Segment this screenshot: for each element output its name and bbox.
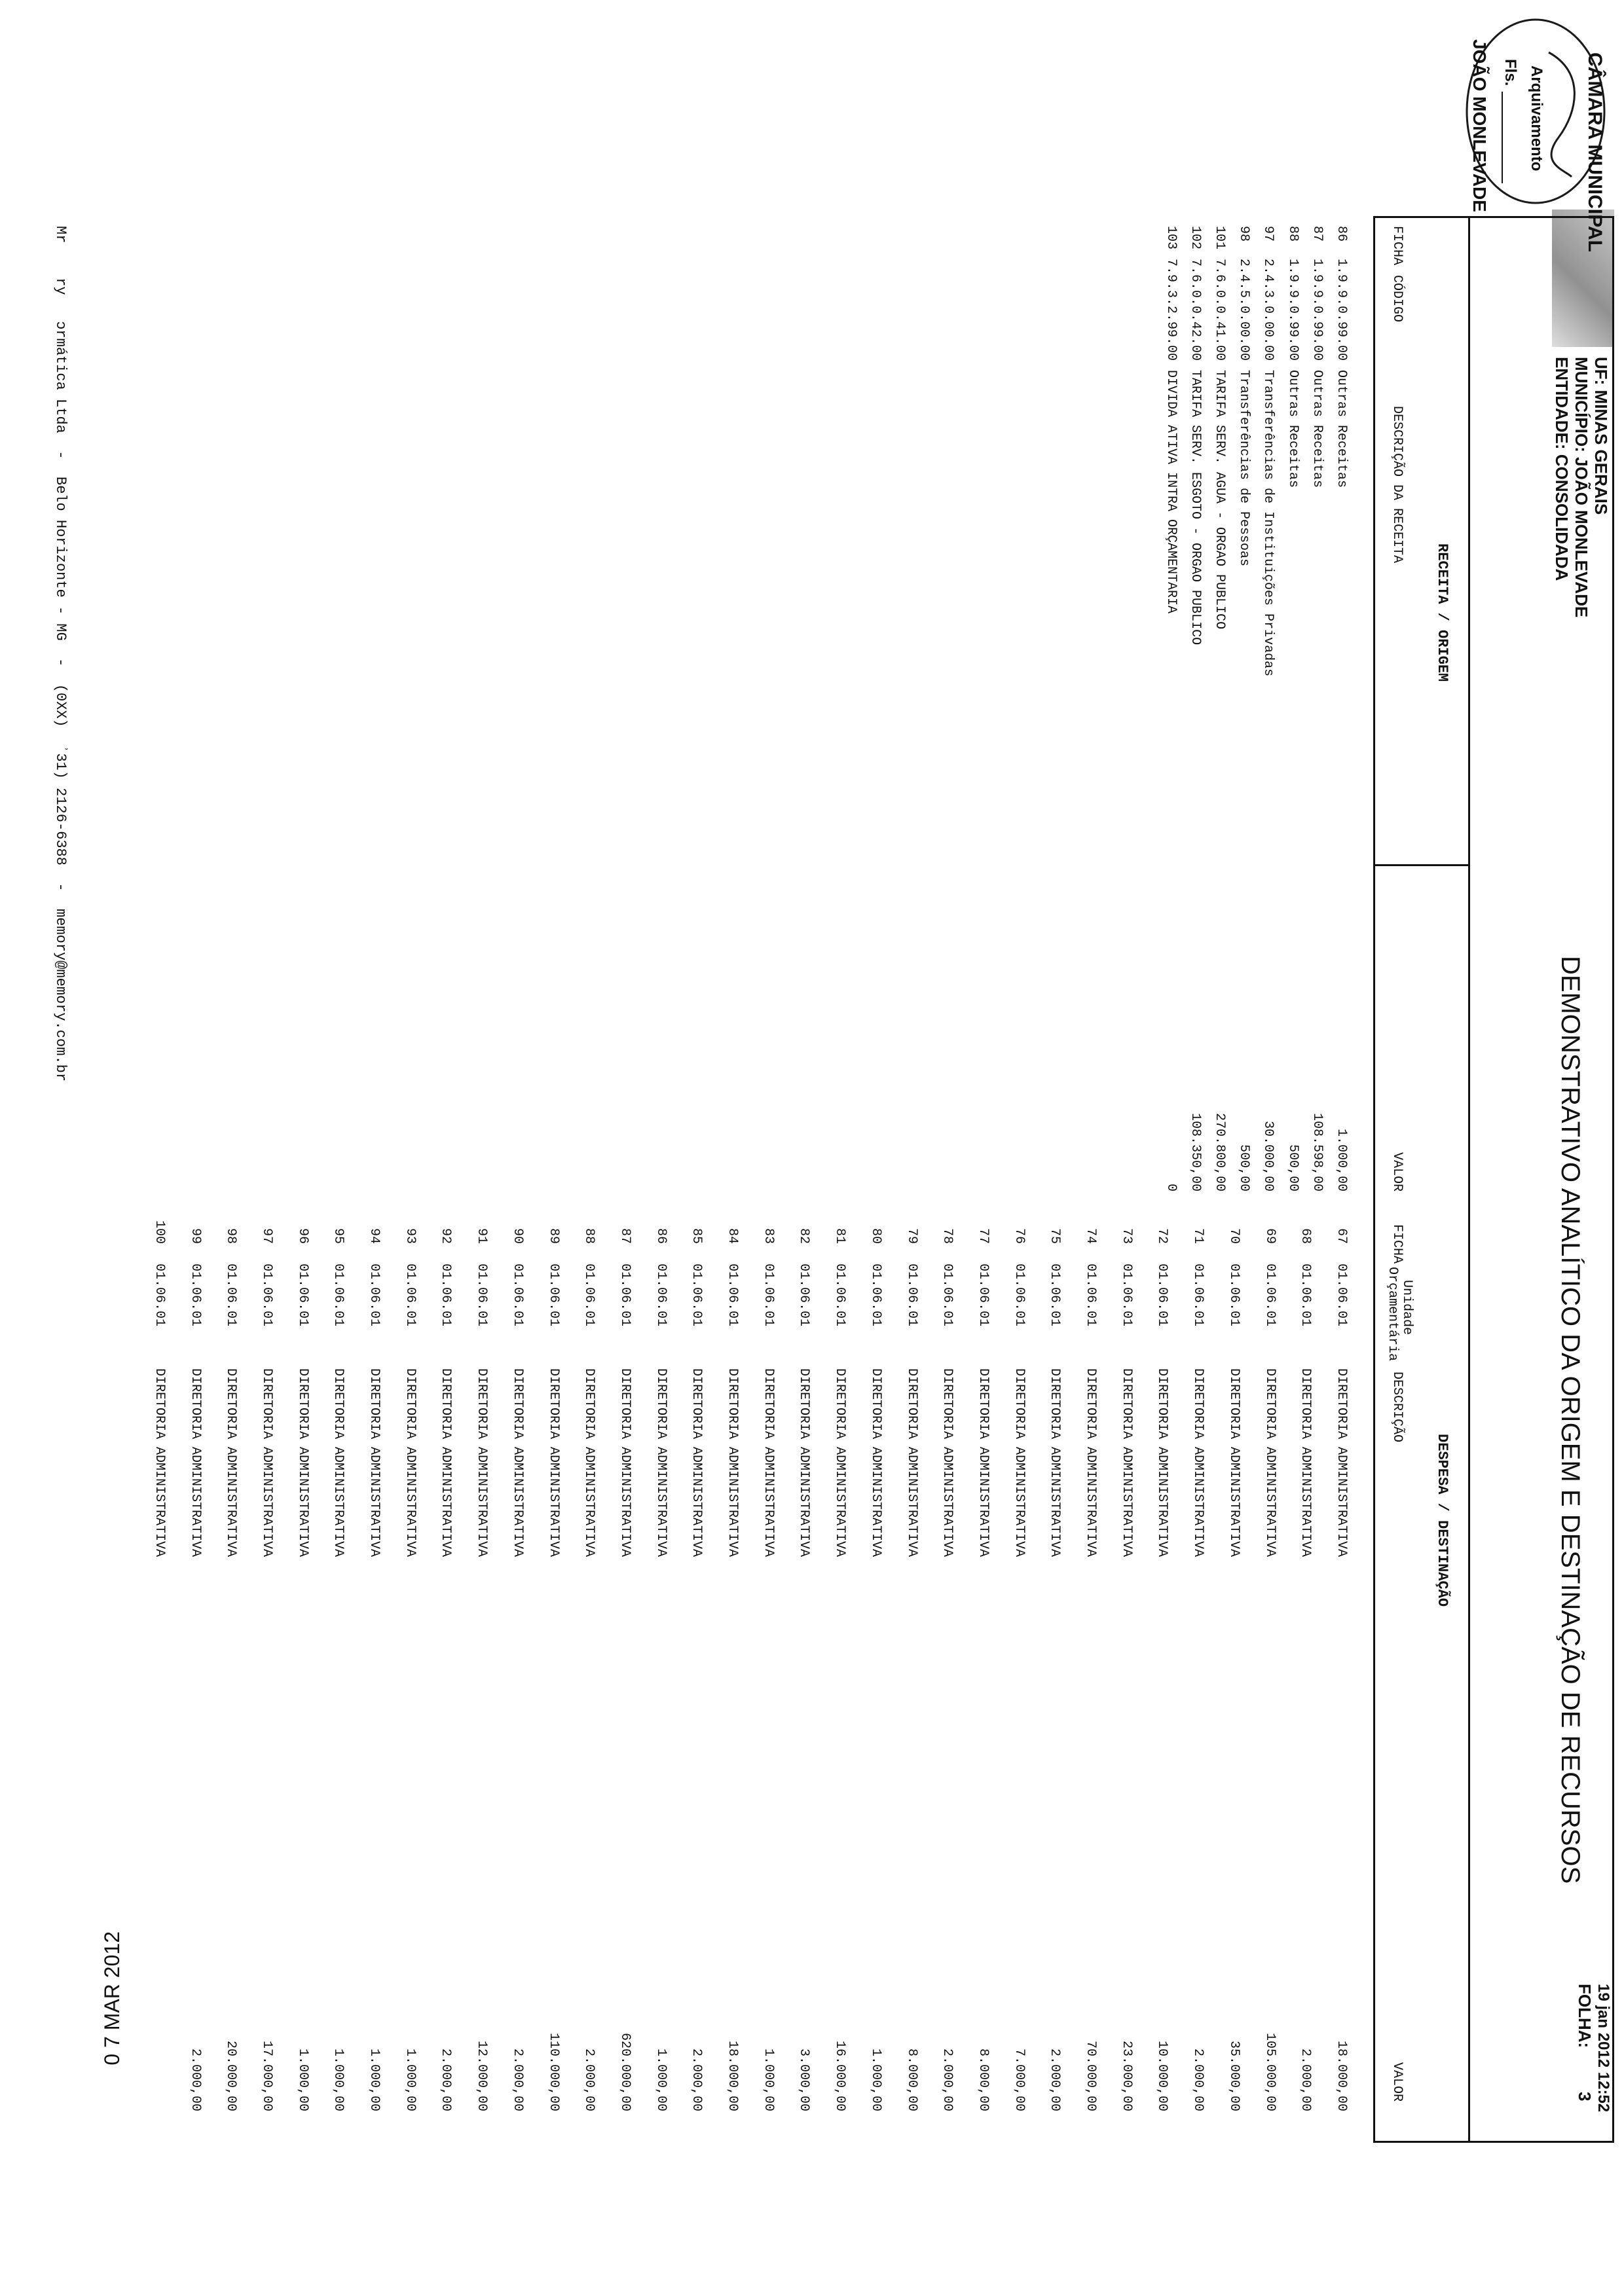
despesa-valor-cell: 1.000,00 — [653, 2048, 669, 2111]
stamp-arquivamento: Arquivamento — [1528, 65, 1545, 172]
folha-label: FOLHA: — [1575, 1984, 1595, 2049]
despesa-descricao-cell: DIRETORIA ADMINISTRATIVA — [331, 1368, 346, 1558]
despesa-row — [1001, 0, 1027, 2296]
receita-descricao-cell: Outras Receitas — [1334, 370, 1349, 488]
receita-codigo-cell: 7.6.0.0.42.00 — [1187, 259, 1203, 361]
despesa-unidade-cell: 01.06.01 — [438, 1264, 454, 1327]
receita-descricao-cell: DIVIDA ATIVA INTRA ORÇAMENTARIA — [1163, 370, 1179, 614]
despesa-row — [499, 0, 525, 2296]
receita-valor-cell: 108.350,00 — [1187, 1112, 1203, 1192]
receita-codigo-cell: 2.4.3.0.00.00 — [1261, 259, 1276, 361]
receita-codigo-cell: 1.9.9.0.99.00 — [1334, 259, 1349, 361]
despesa-ficha-cell: 86 — [653, 1228, 669, 1244]
despesa-descricao-cell: DIRETORIA ADMINISTRATIVA — [689, 1368, 705, 1558]
despesa-valor-cell: 2.000,00 — [1047, 2048, 1063, 2111]
despesa-unidade-cell: 01.06.01 — [151, 1264, 167, 1327]
despesa-valor-cell: 16.000,00 — [832, 2040, 848, 2111]
despesa-ficha-cell: 99 — [187, 1228, 203, 1244]
despesa-valor-cell: 110.000,00 — [545, 2032, 561, 2111]
despesa-valor-cell: 1.000,00 — [367, 2048, 382, 2111]
despesa-valor-cell: 18.000,00 — [725, 2040, 741, 2111]
receita-descricao-cell: Outras Receitas — [1285, 370, 1301, 488]
right-border — [1373, 2141, 1614, 2143]
despesa-descricao-cell: DIRETORIA ADMINISTRATIVA — [1298, 1368, 1314, 1558]
despesa-descricao-cell: DIRETORIA ADMINISTRATIVA — [259, 1368, 274, 1558]
despesa-valor-cell: 2.000,00 — [1190, 2048, 1206, 2111]
despesa-row — [392, 0, 418, 2296]
despesa-row — [284, 0, 310, 2296]
despesa-row — [606, 0, 633, 2296]
despesa-unidade-cell: 01.06.01 — [1334, 1264, 1349, 1327]
despesa-descricao-cell: DIRETORIA ADMINISTRATIVA — [438, 1368, 454, 1558]
despesa-unidade-cell: 01.06.01 — [1298, 1264, 1314, 1327]
despesa-row — [1251, 0, 1278, 2296]
despesa-valor-cell: 2.000,00 — [581, 2048, 597, 2111]
despesa-row — [750, 0, 776, 2296]
despesa-unidade-cell: 01.06.01 — [1011, 1264, 1027, 1327]
despesa-row — [786, 0, 812, 2296]
despesa-ficha-cell: 88 — [581, 1228, 597, 1244]
despesa-unidade-cell: 01.06.01 — [581, 1264, 597, 1327]
despesa-unidade-cell: 01.06.01 — [832, 1264, 848, 1327]
despesa-row — [714, 0, 740, 2296]
despesa-descricao-cell: DIRETORIA ADMINISTRATIVA — [223, 1368, 239, 1558]
despesa-ficha-cell: 95 — [331, 1228, 346, 1244]
despesa-ficha-cell: 81 — [832, 1228, 848, 1244]
despesa-row — [1323, 0, 1349, 2296]
despesa-row — [320, 0, 346, 2296]
despesa-ficha-cell: 83 — [760, 1228, 776, 1244]
despesa-ficha-cell: 79 — [904, 1228, 919, 1244]
despesa-unidade-cell: 01.06.01 — [904, 1264, 919, 1327]
despesa-unidade-cell: 01.06.01 — [545, 1264, 561, 1327]
despesa-valor-cell: 2.000,00 — [187, 2048, 203, 2111]
despesa-valor-cell: 23.000,00 — [1118, 2040, 1134, 2111]
despesa-valor-cell: 105.000,00 — [1262, 2032, 1278, 2111]
despesa-unidade-cell: 01.06.01 — [1226, 1264, 1242, 1327]
top-border — [1612, 216, 1614, 2141]
uf-label: UF: MINAS GERAIS — [1591, 357, 1611, 515]
entidade-label: ENTIDADE: CONSOLIDADA — [1552, 357, 1572, 581]
despesa-descricao-cell: DIRETORIA ADMINISTRATIVA — [618, 1368, 633, 1558]
despesa-unidade-cell: 01.06.01 — [725, 1264, 741, 1327]
despesa-unidade-cell: 01.06.01 — [653, 1264, 669, 1327]
receita-ficha-cell: 98 — [1236, 226, 1252, 242]
despesa-row — [1215, 0, 1242, 2296]
despesa-descricao-cell: DIRETORIA ADMINISTRATIVA — [474, 1368, 490, 1558]
col-despesa-orcamentaria: Orçamentária — [1385, 1267, 1400, 1362]
col-receita-descricao: DESCRIÇÃO DA RECEITA — [1390, 406, 1405, 564]
despesa-ficha-cell: 70 — [1226, 1228, 1242, 1244]
report-date: 19 jan 2012 12:52 — [1595, 1984, 1612, 2113]
despesa-unidade-cell: 01.06.01 — [223, 1264, 239, 1327]
despesa-unidade-cell: 01.06.01 — [259, 1264, 274, 1327]
despesa-unidade-cell: 01.06.01 — [689, 1264, 705, 1327]
despesa-descricao-cell: DIRETORIA ADMINISTRATIVA — [545, 1368, 561, 1558]
despesa-valor-cell: 2.000,00 — [509, 2048, 525, 2111]
despesa-unidade-cell: 01.06.01 — [295, 1264, 310, 1327]
despesa-unidade-cell: 01.06.01 — [976, 1264, 991, 1327]
despesa-descricao-cell: DIRETORIA ADMINISTRATIVA — [832, 1368, 848, 1558]
footer-text: Mr ry ɔrmática Ltda - Belo Horizonte - MG - (0XX) ʾ31) 2126-6388 - memory@memory.com.br — [52, 226, 69, 1082]
despesa-ficha-cell: 84 — [725, 1228, 741, 1244]
receita-ficha-cell: 97 — [1261, 226, 1276, 242]
page-title: DEMONSTRATIVO ANALÍTICO DA ORIGEM E DESTINAÇÃO DE RECURSOS — [1556, 956, 1585, 1884]
receita-descricao-cell: Transferências de Instituições Privadas — [1261, 370, 1276, 677]
despesa-row — [857, 0, 883, 2296]
despesa-valor-cell: 3.000,00 — [796, 2048, 812, 2111]
despesa-descricao-cell: DIRETORIA ADMINISTRATIVA — [187, 1368, 203, 1558]
receita-ficha-cell: 86 — [1334, 226, 1349, 242]
despesa-valor-cell: 17.000,00 — [259, 2040, 274, 2111]
receita-ficha-cell: 88 — [1285, 226, 1301, 242]
despesa-row — [1287, 0, 1313, 2296]
despesa-valor-cell: 2.000,00 — [689, 2048, 705, 2111]
despesa-descricao-cell: DIRETORIA ADMINISTRATIVA — [1047, 1368, 1063, 1558]
despesa-ficha-cell: 77 — [976, 1228, 991, 1244]
folha-value: 3 — [1575, 2092, 1595, 2102]
despesa-ficha-cell: 82 — [796, 1228, 812, 1244]
despesa-unidade-cell: 01.06.01 — [1118, 1264, 1134, 1327]
despesa-row — [642, 0, 669, 2296]
despesa-descricao-cell: DIRETORIA ADMINISTRATIVA — [151, 1368, 167, 1558]
despesa-row — [356, 0, 382, 2296]
despesa-unidade-cell: 01.06.01 — [331, 1264, 346, 1327]
despesa-valor-cell: 35.000,00 — [1226, 2040, 1242, 2111]
despesa-valor-cell: 2.000,00 — [1298, 2048, 1314, 2111]
despesa-descricao-cell: DIRETORIA ADMINISTRATIVA — [1334, 1368, 1349, 1558]
despesa-valor-cell: 1.000,00 — [868, 2048, 883, 2111]
despesa-unidade-cell: 01.06.01 — [940, 1264, 955, 1327]
receita-section-title: RECEITA / ORIGEM — [1434, 543, 1450, 682]
despesa-row — [893, 0, 919, 2296]
despesa-row — [428, 0, 454, 2296]
despesa-ficha-cell: 80 — [868, 1228, 883, 1244]
receita-valor-cell: 1.000,00 — [1334, 1128, 1349, 1192]
despesa-ficha-cell: 96 — [295, 1228, 310, 1244]
despesa-row — [1072, 0, 1098, 2296]
despesa-ficha-cell: 87 — [618, 1228, 633, 1244]
receita-ficha-cell: 101 — [1212, 226, 1227, 250]
despesa-valor-cell: 18.000,00 — [1334, 2040, 1349, 2111]
despesa-row — [678, 0, 704, 2296]
despesa-descricao-cell: DIRETORIA ADMINISTRATIVA — [976, 1368, 991, 1558]
receita-ficha-cell: 102 — [1187, 226, 1203, 250]
despesa-ficha-cell: 92 — [438, 1228, 454, 1244]
receita-descricao-cell: TARIFA SERV. AGUA - ORGAO PUBLICO — [1212, 370, 1227, 630]
despesa-row — [821, 0, 847, 2296]
despesa-unidade-cell: 01.06.01 — [402, 1264, 418, 1327]
despesa-descricao-cell: DIRETORIA ADMINISTRATIVA — [1011, 1368, 1027, 1558]
despesa-row — [141, 0, 167, 2296]
despesa-ficha-cell: 75 — [1047, 1228, 1063, 1244]
despesa-ficha-cell: 93 — [402, 1228, 418, 1244]
despesa-row — [463, 0, 489, 2296]
despesa-valor-cell: 8.000,00 — [904, 2048, 919, 2111]
despesa-descricao-cell: DIRETORIA ADMINISTRATIVA — [581, 1368, 597, 1558]
receita-valor-cell: 270.800,00 — [1212, 1112, 1227, 1192]
despesa-ficha-cell: 73 — [1118, 1228, 1134, 1244]
despesa-descricao-cell: DIRETORIA ADMINISTRATIVA — [1154, 1368, 1170, 1558]
despesa-unidade-cell: 01.06.01 — [1190, 1264, 1206, 1327]
receita-valor-cell: 108.598,00 — [1309, 1112, 1325, 1192]
despesa-valor-cell: 70.000,00 — [1083, 2040, 1099, 2111]
header-block — [1454, 0, 1624, 2296]
chamber-stamp — [1460, 13, 1611, 252]
despesa-descricao-cell: DIRETORIA ADMINISTRATIVA — [295, 1368, 310, 1558]
despesa-descricao-cell: DIRETORIA ADMINISTRATIVA — [760, 1368, 776, 1558]
section-divider — [1373, 864, 1470, 866]
receita-valor-cell: 0 — [1163, 1183, 1179, 1192]
despesa-unidade-cell: 01.06.01 — [1083, 1264, 1099, 1327]
despesa-row — [1179, 0, 1206, 2296]
despesa-row — [965, 0, 991, 2296]
despesa-descricao-cell: DIRETORIA ADMINISTRATIVA — [940, 1368, 955, 1558]
despesa-ficha-cell: 97 — [259, 1228, 274, 1244]
despesa-ficha-cell: 91 — [474, 1228, 490, 1244]
receita-ficha-cell: 87 — [1309, 226, 1325, 242]
receita-codigo-cell: 1.9.9.0.99.00 — [1285, 259, 1301, 361]
despesa-row — [248, 0, 274, 2296]
despesa-row — [1108, 0, 1134, 2296]
receita-codigo-cell: 7.6.0.0.41.00 — [1212, 259, 1227, 361]
despesa-valor-cell: 7.000,00 — [1011, 2048, 1027, 2111]
despesa-ficha-cell: 90 — [509, 1228, 525, 1244]
despesa-valor-cell: 2.000,00 — [438, 2048, 454, 2111]
despesa-ficha-cell: 100 — [151, 1220, 167, 1244]
col-despesa-ficha: FICHA — [1390, 1224, 1405, 1264]
received-date-stamp: 0 7 MAR 2012 — [100, 1931, 124, 2066]
despesa-ficha-cell: 89 — [545, 1228, 561, 1244]
left-border — [1373, 216, 1614, 218]
receita-descricao-cell: Transferências de Pessoas — [1236, 370, 1252, 567]
col-despesa-descricao: DESCRIÇÃO — [1390, 1372, 1405, 1443]
despesa-ficha-cell: 68 — [1298, 1228, 1314, 1244]
despesa-valor-cell: 12.000,00 — [474, 2040, 490, 2111]
despesa-descricao-cell: DIRETORIA ADMINISTRATIVA — [653, 1368, 669, 1558]
col-receita-valor: VALOR — [1390, 1152, 1405, 1192]
despesa-valor-cell: 20.000,00 — [223, 2040, 239, 2111]
despesa-row — [1144, 0, 1170, 2296]
despesa-valor-cell: 2.000,00 — [940, 2048, 955, 2111]
col-despesa-valor: VALOR — [1390, 2062, 1405, 2102]
despesa-row — [177, 0, 203, 2296]
despesa-unidade-cell: 01.06.01 — [760, 1264, 776, 1327]
receita-valor-cell: 500,00 — [1285, 1144, 1301, 1192]
receita-codigo-cell: 1.9.9.0.99.00 — [1309, 259, 1325, 361]
despesa-valor-cell: 620.000,00 — [618, 2032, 633, 2111]
despesa-valor-cell: 8.000,00 — [976, 2048, 991, 2111]
despesa-row — [570, 0, 597, 2296]
receita-descricao-cell: TARIFA SERV. ESGOTO - ORGAO PUBLICO — [1187, 370, 1203, 646]
col-receita-ficha: FICHA — [1390, 226, 1405, 266]
despesa-valor-cell: 1.000,00 — [402, 2048, 418, 2111]
despesa-ficha-cell: 69 — [1262, 1228, 1278, 1244]
despesa-ficha-cell: 78 — [940, 1228, 955, 1244]
despesa-row — [929, 0, 955, 2296]
despesa-ficha-cell: 72 — [1154, 1228, 1170, 1244]
despesa-row — [535, 0, 561, 2296]
despesa-descricao-cell: DIRETORIA ADMINISTRATIVA — [904, 1368, 919, 1558]
despesa-unidade-cell: 01.06.01 — [618, 1264, 633, 1327]
despesa-unidade-cell: 01.06.01 — [868, 1264, 883, 1327]
despesa-ficha-cell: 67 — [1334, 1228, 1349, 1244]
despesa-descricao-cell: DIRETORIA ADMINISTRATIVA — [1083, 1368, 1099, 1558]
despesa-unidade-cell: 01.06.01 — [1047, 1264, 1063, 1327]
despesa-descricao-cell: DIRETORIA ADMINISTRATIVA — [796, 1368, 812, 1558]
stamp-fls: Fls. — [1502, 59, 1519, 86]
despesa-descricao-cell: DIRETORIA ADMINISTRATIVA — [725, 1368, 741, 1558]
despesa-descricao-cell: DIRETORIA ADMINISTRATIVA — [367, 1368, 382, 1558]
despesa-descricao-cell: DIRETORIA ADMINISTRATIVA — [509, 1368, 525, 1558]
receita-ficha-cell: 103 — [1163, 226, 1179, 250]
despesa-unidade-cell: 01.06.01 — [1154, 1264, 1170, 1327]
despesa-ficha-cell: 76 — [1011, 1228, 1027, 1244]
receita-codigo-cell: 2.4.5.0.00.00 — [1236, 259, 1252, 361]
despesa-row — [212, 0, 238, 2296]
despesa-unidade-cell: 01.06.01 — [187, 1264, 203, 1327]
header-divider — [1468, 216, 1470, 2141]
despesa-ficha-cell: 74 — [1083, 1228, 1099, 1244]
receita-descricao-cell: Outras Receitas — [1309, 370, 1325, 488]
col-despesa-unidade: Unidade — [1399, 1280, 1414, 1336]
despesa-unidade-cell: 01.06.01 — [796, 1264, 812, 1327]
despesa-valor-cell: 1.000,00 — [295, 2048, 310, 2111]
despesa-descricao-cell: DIRETORIA ADMINISTRATIVA — [1262, 1368, 1278, 1558]
stamp-title: CÂMARA MUNICIPAL — [1584, 52, 1606, 252]
receita-valor-cell: 30.000,00 — [1261, 1120, 1276, 1192]
despesa-ficha-cell: 85 — [689, 1228, 705, 1244]
despesa-section-title: DESPESA / DESTINAÇÃO — [1434, 1434, 1450, 1607]
despesa-ficha-cell: 98 — [223, 1228, 239, 1244]
despesa-descricao-cell: DIRETORIA ADMINISTRATIVA — [1118, 1368, 1134, 1558]
despesa-valor-cell: 10.000,00 — [1154, 2040, 1170, 2111]
despesa-descricao-cell: DIRETORIA ADMINISTRATIVA — [402, 1368, 418, 1558]
column-header-divider — [1373, 216, 1375, 2141]
despesa-descricao-cell: DIRETORIA ADMINISTRATIVA — [1226, 1368, 1242, 1558]
receita-codigo-cell: 7.9.3.2.99.00 — [1163, 259, 1179, 361]
despesa-unidade-cell: 01.06.01 — [509, 1264, 525, 1327]
despesa-valor-cell: 1.000,00 — [760, 2048, 776, 2111]
despesa-descricao-cell: DIRETORIA ADMINISTRATIVA — [1190, 1368, 1206, 1558]
despesa-descricao-cell: DIRETORIA ADMINISTRATIVA — [868, 1368, 883, 1558]
despesa-unidade-cell: 01.06.01 — [474, 1264, 490, 1327]
despesa-valor-cell: 1.000,00 — [331, 2048, 346, 2111]
signature-scribble — [1549, 52, 1574, 177]
col-receita-codigo: CÓDIGO — [1390, 275, 1405, 323]
municipio-label: MUNICÍPIO: JOÃO MONLEVADE — [1572, 357, 1591, 618]
stamp-fls-line — [1502, 92, 1503, 183]
receita-valor-cell: 500,00 — [1236, 1144, 1252, 1192]
despesa-row — [1036, 0, 1062, 2296]
despesa-ficha-cell: 94 — [367, 1228, 382, 1244]
despesa-unidade-cell: 01.06.01 — [1262, 1264, 1278, 1327]
stamp-footer: JOÃO MONLEVADE — [1469, 39, 1490, 212]
despesa-unidade-cell: 01.06.01 — [367, 1264, 382, 1327]
despesa-ficha-cell: 71 — [1190, 1228, 1206, 1244]
